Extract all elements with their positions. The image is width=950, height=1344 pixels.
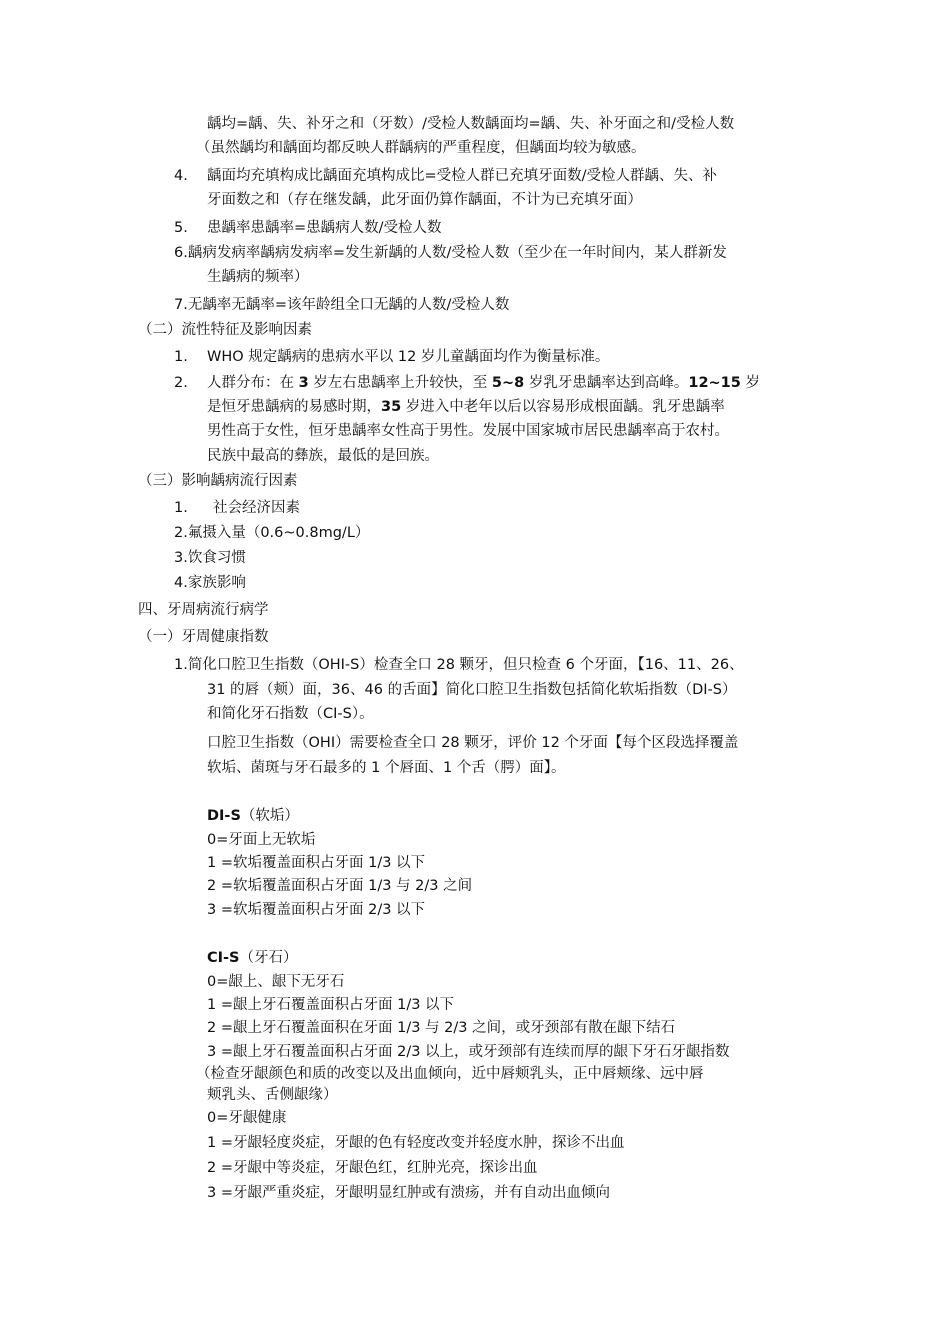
s2-item-2-line-4: 民族中最高的彝族，最低的是回族。 [207,448,439,464]
part-4-heading: 四、牙周病流行病学 [138,602,269,618]
gi-score-3: 3 =牙龈严重炎症，牙龈明显红肿或有溃疡，并有自动出血倾向 [207,1185,610,1201]
gi-note-line-1: （检查牙龈颜色和质的改变以及出血倾向，近中唇颊乳头，正中唇颊缘、远中唇 [196,1066,704,1082]
gi-note-line-2: 颊乳头、舌侧龈缘） [207,1087,338,1103]
ohi-line-1: 口腔卫生指数（OHI）需要检查全口 28 颗牙，评价 12 个牙面【每个区段选择覆盖 [207,735,739,751]
ohi-line-2: 软垢、菌斑与牙石最多的 1 个唇面、1 个舌（腭）面】。 [207,760,566,776]
gi-score-0: 0=牙龈健康 [207,1110,287,1126]
item-6-text-cont: 生龋病的频率） [207,269,309,285]
dmft-formula: 龋均=龋、失、补牙之和（牙数）/受检人数龋面均=龋、失、补牙面之和/受检人数 [207,116,735,132]
dis-score-1: 1 =软垢覆盖面积占牙面 1/3 以下 [207,855,426,871]
item-7-text: 7.无龋率无龋率=该年龄组全口无龋的人数/受检人数 [174,297,510,313]
ohis-line-1: 1.简化口腔卫生指数（OHI-S）检查全口 28 颗牙，但只检查 6 个牙面，【16、11、26、 [174,657,744,673]
s3-item-2-text: 2.氟摄入量（0.6~0.8mg/L） [174,525,370,541]
part-4-section-1-heading: （一）牙周健康指数 [138,629,269,645]
item-5-text: 患龋率患龋率=患龋病人数/受检人数 [207,220,442,236]
s2-item-2-line-1: 人群分布：在 3 岁左右患龋率上升较快，至 5~8 岁乳牙患龋率达到高峰。12~15 岁 [207,375,760,391]
s3-item-1-number: 1. [174,500,188,516]
gi-score-1: 1 =牙龈轻度炎症，牙龈的色有轻度改变并轻度水肿，探诊不出血 [207,1135,625,1151]
ohis-line-3: 和简化牙石指数（CI-S）。 [207,706,374,722]
dis-score-3: 3 =软垢覆盖面积占牙面 2/3 以下 [207,902,426,918]
s2-item-1-text: WHO 规定龋病的患病水平以 12 岁儿童龋面均作为衡量标准。 [207,349,610,365]
cis-score-0: 0=龈上、龈下无牙石 [207,974,345,990]
gi-score-2: 2 =牙龈中等炎症，牙龈色红，红肿光亮，探诊出血 [207,1160,538,1176]
s3-item-3-text: 3.饮食习惯 [174,550,246,566]
s3-item-4-text: 4.家族影响 [174,575,246,591]
section-heading-2: （二）流性特征及影响因素 [138,322,312,338]
s2-item-2-line-3: 男性高于女性，恒牙患龋率女性高于男性。发展中国家城市居民患龋率高于农村。 [207,423,729,439]
dis-score-2: 2 =软垢覆盖面积占牙面 1/3 与 2/3 之间 [207,878,473,894]
item-6-text: 6.龋病发病率龋病发病率=发生新龋的人数/受检人数（至少在一年时间内，某人群新发 [174,245,727,261]
item-4-number: 4. [174,168,188,184]
s3-item-1-text: 社会经济因素 [213,500,300,516]
dis-score-0: 0=牙面上无软垢 [207,832,316,848]
ohis-line-2: 31 的唇（颊）面，36、46 的舌面】简化口腔卫生指数包括简化软垢指数（DI-S） [207,682,737,698]
dmft-note: （虽然龋均和龋面均都反映人群龋病的严重程度，但龋面均较为敏感。 [196,140,646,156]
cis-score-1: 1 =龈上牙石覆盖面积占牙面 1/3 以下 [207,997,455,1013]
s2-item-2-number: 2. [174,375,188,391]
dis-title: DI-S（软垢） [207,808,299,824]
item-4-text: 龋面均充填构成比龋面充填构成比=受检人群已充填牙面数/受检人群龋、失、补 [207,168,718,184]
cis-score-2: 2 =龈上牙石覆盖面积在牙面 1/3 与 2/3 之间，或牙颈部有散在龈下结石 [207,1020,676,1036]
item-4-text-cont: 牙面数之和（存在继发龋，此牙面仍算作龋面，不计为已充填牙面） [207,192,642,208]
s2-item-2-line-2: 是恒牙患龋病的易感时期，35 岁进入中老年以后以容易形成根面龋。乳牙患龋率 [207,399,725,415]
cis-score-3: 3 =龈上牙石覆盖面积占牙面 2/3 以上，或牙颈部有连续而厚的龈下牙石牙龈指数 [207,1044,730,1060]
s2-item-1-number: 1. [174,349,188,365]
cis-title: CI-S（牙石） [207,950,298,966]
item-5-number: 5. [174,220,188,236]
section-heading-3: （三）影响龋病流行因素 [138,473,298,489]
